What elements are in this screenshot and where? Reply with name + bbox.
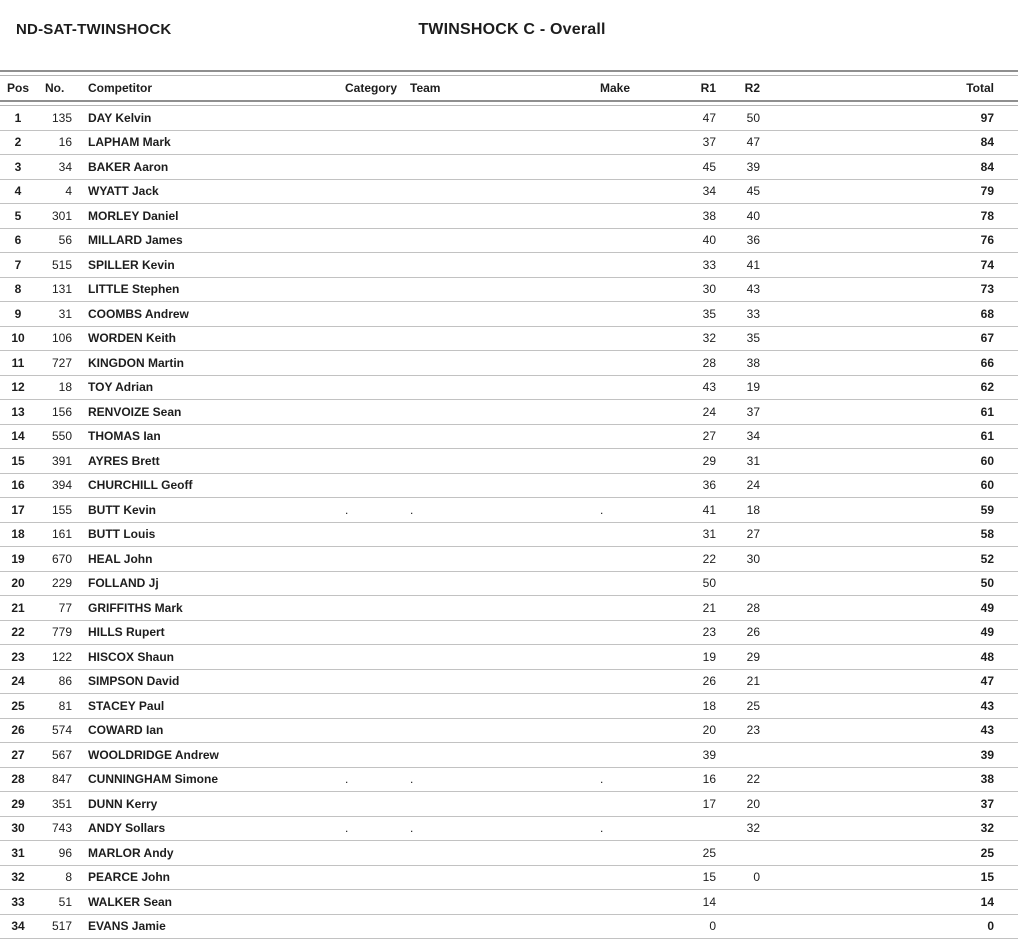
column-header-r2: R2 bbox=[716, 81, 760, 95]
cell-r1: 15 bbox=[648, 870, 716, 884]
cell-r2: 30 bbox=[716, 552, 760, 566]
cell-pos: 14 bbox=[0, 429, 36, 443]
cell-pos: 34 bbox=[0, 919, 36, 933]
cell-category: . bbox=[345, 821, 410, 835]
cell-competitor: MORLEY Daniel bbox=[72, 209, 345, 223]
cell-total: 58 bbox=[760, 527, 994, 541]
cell-pos: 23 bbox=[0, 650, 36, 664]
cell-make: . bbox=[600, 821, 648, 835]
cell-pos: 24 bbox=[0, 674, 36, 688]
cell-pos: 18 bbox=[0, 527, 36, 541]
cell-no: 515 bbox=[36, 258, 72, 272]
cell-r1: 36 bbox=[648, 478, 716, 492]
cell-no: 122 bbox=[36, 650, 72, 664]
cell-no: 161 bbox=[36, 527, 72, 541]
table-row bbox=[0, 596, 1018, 621]
cell-total: 68 bbox=[760, 307, 994, 321]
cell-r1: 31 bbox=[648, 527, 716, 541]
cell-r2: 37 bbox=[716, 405, 760, 419]
cell-r1: 21 bbox=[648, 601, 716, 615]
cell-r2: 32 bbox=[716, 821, 760, 835]
cell-no: 301 bbox=[36, 209, 72, 223]
cell-competitor: THOMAS Ian bbox=[72, 429, 345, 443]
cell-competitor: BAKER Aaron bbox=[72, 160, 345, 174]
cell-total: 47 bbox=[760, 674, 994, 688]
cell-no: 779 bbox=[36, 625, 72, 639]
cell-no: 670 bbox=[36, 552, 72, 566]
cell-competitor: RENVOIZE Sean bbox=[72, 405, 345, 419]
cell-pos: 16 bbox=[0, 478, 36, 492]
table-row bbox=[0, 449, 1018, 474]
event-title: ND-SAT-TWINSHOCK bbox=[16, 21, 171, 38]
cell-pos: 15 bbox=[0, 454, 36, 468]
cell-competitor: HISCOX Shaun bbox=[72, 650, 345, 664]
cell-r1: 41 bbox=[648, 503, 716, 517]
table-row bbox=[0, 253, 1018, 278]
cell-competitor: BUTT Louis bbox=[72, 527, 345, 541]
cell-r1: 34 bbox=[648, 184, 716, 198]
cell-pos: 11 bbox=[0, 356, 36, 370]
cell-team: . bbox=[410, 503, 600, 517]
cell-total: 37 bbox=[760, 797, 994, 811]
column-header-r1: R1 bbox=[648, 81, 716, 95]
cell-pos: 12 bbox=[0, 380, 36, 394]
table-row bbox=[0, 498, 1018, 523]
page-title: TWINSHOCK C - Overall bbox=[0, 21, 1024, 39]
cell-r1: 28 bbox=[648, 356, 716, 370]
cell-total: 67 bbox=[760, 331, 994, 345]
cell-no: 86 bbox=[36, 674, 72, 688]
cell-r1: 25 bbox=[648, 846, 716, 860]
cell-r1: 39 bbox=[648, 748, 716, 762]
table-row bbox=[0, 302, 1018, 327]
table-row bbox=[0, 425, 1018, 450]
cell-competitor: MILLARD James bbox=[72, 233, 345, 247]
cell-competitor: DUNN Kerry bbox=[72, 797, 345, 811]
cell-no: 31 bbox=[36, 307, 72, 321]
table-body bbox=[0, 106, 1018, 939]
cell-competitor: SPILLER Kevin bbox=[72, 258, 345, 272]
cell-r1: 40 bbox=[648, 233, 716, 247]
cell-r1: 27 bbox=[648, 429, 716, 443]
table-row bbox=[0, 523, 1018, 548]
cell-r1: 20 bbox=[648, 723, 716, 737]
cell-r2: 25 bbox=[716, 699, 760, 713]
cell-no: 743 bbox=[36, 821, 72, 835]
cell-r1: 18 bbox=[648, 699, 716, 713]
cell-r2: 31 bbox=[716, 454, 760, 468]
table-row bbox=[0, 547, 1018, 572]
cell-total: 97 bbox=[760, 111, 994, 125]
cell-total: 60 bbox=[760, 454, 994, 468]
table-row bbox=[0, 841, 1018, 866]
cell-r2: 35 bbox=[716, 331, 760, 345]
table-header-row bbox=[0, 76, 1018, 100]
table-row bbox=[0, 572, 1018, 597]
cell-competitor: SIMPSON David bbox=[72, 674, 345, 688]
cell-competitor: GRIFFITHS Mark bbox=[72, 601, 345, 615]
cell-r2: 33 bbox=[716, 307, 760, 321]
table-row bbox=[0, 131, 1018, 156]
cell-r1: 26 bbox=[648, 674, 716, 688]
cell-r2: 24 bbox=[716, 478, 760, 492]
cell-r1: 38 bbox=[648, 209, 716, 223]
cell-r1: 43 bbox=[648, 380, 716, 394]
cell-no: 135 bbox=[36, 111, 72, 125]
cell-competitor: MARLOR Andy bbox=[72, 846, 345, 860]
cell-r2: 23 bbox=[716, 723, 760, 737]
cell-no: 847 bbox=[36, 772, 72, 786]
cell-pos: 4 bbox=[0, 184, 36, 198]
cell-r2: 47 bbox=[716, 135, 760, 149]
cell-r2: 41 bbox=[716, 258, 760, 272]
cell-no: 81 bbox=[36, 699, 72, 713]
cell-total: 62 bbox=[760, 380, 994, 394]
cell-r1: 16 bbox=[648, 772, 716, 786]
cell-competitor: HILLS Rupert bbox=[72, 625, 345, 639]
cell-pos: 30 bbox=[0, 821, 36, 835]
cell-pos: 1 bbox=[0, 111, 36, 125]
cell-no: 351 bbox=[36, 797, 72, 811]
report-header bbox=[0, 21, 1024, 43]
cell-pos: 21 bbox=[0, 601, 36, 615]
table-row bbox=[0, 792, 1018, 817]
cell-total: 0 bbox=[760, 919, 994, 933]
cell-total: 76 bbox=[760, 233, 994, 247]
cell-total: 39 bbox=[760, 748, 994, 762]
cell-competitor: BUTT Kevin bbox=[72, 503, 345, 517]
column-header-category: Category bbox=[345, 81, 410, 95]
table-row bbox=[0, 768, 1018, 793]
cell-r2: 39 bbox=[716, 160, 760, 174]
cell-category: . bbox=[345, 772, 410, 786]
cell-pos: 33 bbox=[0, 895, 36, 909]
cell-r2: 36 bbox=[716, 233, 760, 247]
cell-r1: 30 bbox=[648, 282, 716, 296]
cell-r1: 35 bbox=[648, 307, 716, 321]
cell-total: 14 bbox=[760, 895, 994, 909]
cell-make: . bbox=[600, 503, 648, 517]
cell-team: . bbox=[410, 772, 600, 786]
cell-pos: 17 bbox=[0, 503, 36, 517]
cell-no: 77 bbox=[36, 601, 72, 615]
cell-r1: 45 bbox=[648, 160, 716, 174]
cell-competitor: STACEY Paul bbox=[72, 699, 345, 713]
cell-pos: 26 bbox=[0, 723, 36, 737]
cell-competitor: LAPHAM Mark bbox=[72, 135, 345, 149]
cell-competitor: CUNNINGHAM Simone bbox=[72, 772, 345, 786]
cell-no: 727 bbox=[36, 356, 72, 370]
cell-total: 60 bbox=[760, 478, 994, 492]
column-header-make: Make bbox=[600, 81, 648, 95]
cell-competitor: AYRES Brett bbox=[72, 454, 345, 468]
cell-r2: 38 bbox=[716, 356, 760, 370]
column-header-competitor: Competitor bbox=[72, 81, 345, 95]
cell-total: 43 bbox=[760, 699, 994, 713]
cell-team: . bbox=[410, 821, 600, 835]
cell-r1: 33 bbox=[648, 258, 716, 272]
cell-total: 78 bbox=[760, 209, 994, 223]
cell-no: 155 bbox=[36, 503, 72, 517]
cell-r1: 23 bbox=[648, 625, 716, 639]
cell-pos: 7 bbox=[0, 258, 36, 272]
table-row bbox=[0, 670, 1018, 695]
cell-pos: 32 bbox=[0, 870, 36, 884]
cell-pos: 29 bbox=[0, 797, 36, 811]
table-row bbox=[0, 180, 1018, 205]
cell-total: 49 bbox=[760, 625, 994, 639]
cell-no: 131 bbox=[36, 282, 72, 296]
cell-pos: 6 bbox=[0, 233, 36, 247]
cell-r2: 28 bbox=[716, 601, 760, 615]
cell-competitor: PEARCE John bbox=[72, 870, 345, 884]
cell-no: 34 bbox=[36, 160, 72, 174]
cell-no: 567 bbox=[36, 748, 72, 762]
table-row bbox=[0, 621, 1018, 646]
cell-total: 25 bbox=[760, 846, 994, 860]
cell-pos: 19 bbox=[0, 552, 36, 566]
cell-r2: 50 bbox=[716, 111, 760, 125]
cell-competitor: LITTLE Stephen bbox=[72, 282, 345, 296]
cell-competitor: ANDY Sollars bbox=[72, 821, 345, 835]
cell-total: 79 bbox=[760, 184, 994, 198]
cell-total: 59 bbox=[760, 503, 994, 517]
cell-competitor: COWARD Ian bbox=[72, 723, 345, 737]
cell-r1: 14 bbox=[648, 895, 716, 909]
table-row bbox=[0, 694, 1018, 719]
table-row bbox=[0, 204, 1018, 229]
table-row bbox=[0, 376, 1018, 401]
cell-total: 61 bbox=[760, 429, 994, 443]
results-table bbox=[0, 70, 1018, 939]
cell-pos: 13 bbox=[0, 405, 36, 419]
table-row bbox=[0, 817, 1018, 842]
cell-competitor: DAY Kelvin bbox=[72, 111, 345, 125]
cell-total: 49 bbox=[760, 601, 994, 615]
cell-r2: 26 bbox=[716, 625, 760, 639]
table-row bbox=[0, 351, 1018, 376]
table-row bbox=[0, 645, 1018, 670]
cell-r2: 0 bbox=[716, 870, 760, 884]
cell-r1: 19 bbox=[648, 650, 716, 664]
cell-r2: 40 bbox=[716, 209, 760, 223]
cell-pos: 22 bbox=[0, 625, 36, 639]
cell-competitor: WYATT Jack bbox=[72, 184, 345, 198]
cell-total: 48 bbox=[760, 650, 994, 664]
cell-r2: 43 bbox=[716, 282, 760, 296]
cell-r1: 47 bbox=[648, 111, 716, 125]
cell-r2: 19 bbox=[716, 380, 760, 394]
cell-pos: 9 bbox=[0, 307, 36, 321]
column-header-no: No. bbox=[36, 81, 72, 95]
table-row bbox=[0, 106, 1018, 131]
column-header-total: Total bbox=[760, 81, 994, 95]
cell-total: 50 bbox=[760, 576, 994, 590]
cell-total: 74 bbox=[760, 258, 994, 272]
cell-no: 4 bbox=[36, 184, 72, 198]
cell-no: 8 bbox=[36, 870, 72, 884]
cell-pos: 27 bbox=[0, 748, 36, 762]
table-row bbox=[0, 327, 1018, 352]
cell-competitor: TOY Adrian bbox=[72, 380, 345, 394]
cell-r1: 32 bbox=[648, 331, 716, 345]
cell-r1: 37 bbox=[648, 135, 716, 149]
cell-no: 106 bbox=[36, 331, 72, 345]
cell-total: 38 bbox=[760, 772, 994, 786]
cell-no: 96 bbox=[36, 846, 72, 860]
cell-pos: 28 bbox=[0, 772, 36, 786]
table-row bbox=[0, 915, 1018, 939]
cell-pos: 25 bbox=[0, 699, 36, 713]
cell-competitor: WORDEN Keith bbox=[72, 331, 345, 345]
table-row bbox=[0, 719, 1018, 744]
cell-total: 73 bbox=[760, 282, 994, 296]
cell-pos: 31 bbox=[0, 846, 36, 860]
cell-total: 43 bbox=[760, 723, 994, 737]
cell-competitor: HEAL John bbox=[72, 552, 345, 566]
cell-r2: 20 bbox=[716, 797, 760, 811]
cell-pos: 10 bbox=[0, 331, 36, 345]
cell-no: 156 bbox=[36, 405, 72, 419]
cell-r2: 22 bbox=[716, 772, 760, 786]
cell-no: 391 bbox=[36, 454, 72, 468]
table-row bbox=[0, 743, 1018, 768]
cell-competitor: CHURCHILL Geoff bbox=[72, 478, 345, 492]
cell-competitor: WALKER Sean bbox=[72, 895, 345, 909]
cell-no: 56 bbox=[36, 233, 72, 247]
cell-no: 51 bbox=[36, 895, 72, 909]
cell-competitor: COOMBS Andrew bbox=[72, 307, 345, 321]
cell-r2: 18 bbox=[716, 503, 760, 517]
cell-no: 394 bbox=[36, 478, 72, 492]
table-row bbox=[0, 866, 1018, 891]
table-row bbox=[0, 278, 1018, 303]
table-row bbox=[0, 229, 1018, 254]
cell-no: 16 bbox=[36, 135, 72, 149]
cell-competitor: WOOLDRIDGE Andrew bbox=[72, 748, 345, 762]
cell-total: 84 bbox=[760, 160, 994, 174]
cell-total: 52 bbox=[760, 552, 994, 566]
cell-no: 229 bbox=[36, 576, 72, 590]
cell-no: 18 bbox=[36, 380, 72, 394]
column-header-pos: Pos bbox=[0, 81, 36, 95]
cell-category: . bbox=[345, 503, 410, 517]
cell-total: 32 bbox=[760, 821, 994, 835]
cell-make: . bbox=[600, 772, 648, 786]
cell-pos: 20 bbox=[0, 576, 36, 590]
cell-no: 574 bbox=[36, 723, 72, 737]
table-row bbox=[0, 400, 1018, 425]
cell-r1: 0 bbox=[648, 919, 716, 933]
cell-pos: 3 bbox=[0, 160, 36, 174]
cell-r2: 34 bbox=[716, 429, 760, 443]
cell-competitor: KINGDON Martin bbox=[72, 356, 345, 370]
cell-total: 66 bbox=[760, 356, 994, 370]
cell-r2: 21 bbox=[716, 674, 760, 688]
cell-no: 550 bbox=[36, 429, 72, 443]
cell-total: 84 bbox=[760, 135, 994, 149]
cell-r1: 17 bbox=[648, 797, 716, 811]
cell-r1: 24 bbox=[648, 405, 716, 419]
cell-pos: 2 bbox=[0, 135, 36, 149]
table-row bbox=[0, 474, 1018, 499]
cell-competitor: FOLLAND Jj bbox=[72, 576, 345, 590]
cell-r1: 29 bbox=[648, 454, 716, 468]
cell-r1: 50 bbox=[648, 576, 716, 590]
cell-r2: 29 bbox=[716, 650, 760, 664]
cell-r1: 22 bbox=[648, 552, 716, 566]
cell-total: 15 bbox=[760, 870, 994, 884]
cell-no: 517 bbox=[36, 919, 72, 933]
cell-pos: 8 bbox=[0, 282, 36, 296]
cell-total: 61 bbox=[760, 405, 994, 419]
cell-pos: 5 bbox=[0, 209, 36, 223]
cell-r2: 27 bbox=[716, 527, 760, 541]
table-row bbox=[0, 155, 1018, 180]
cell-competitor: EVANS Jamie bbox=[72, 919, 345, 933]
cell-r2: 45 bbox=[716, 184, 760, 198]
column-header-team: Team bbox=[410, 81, 600, 95]
